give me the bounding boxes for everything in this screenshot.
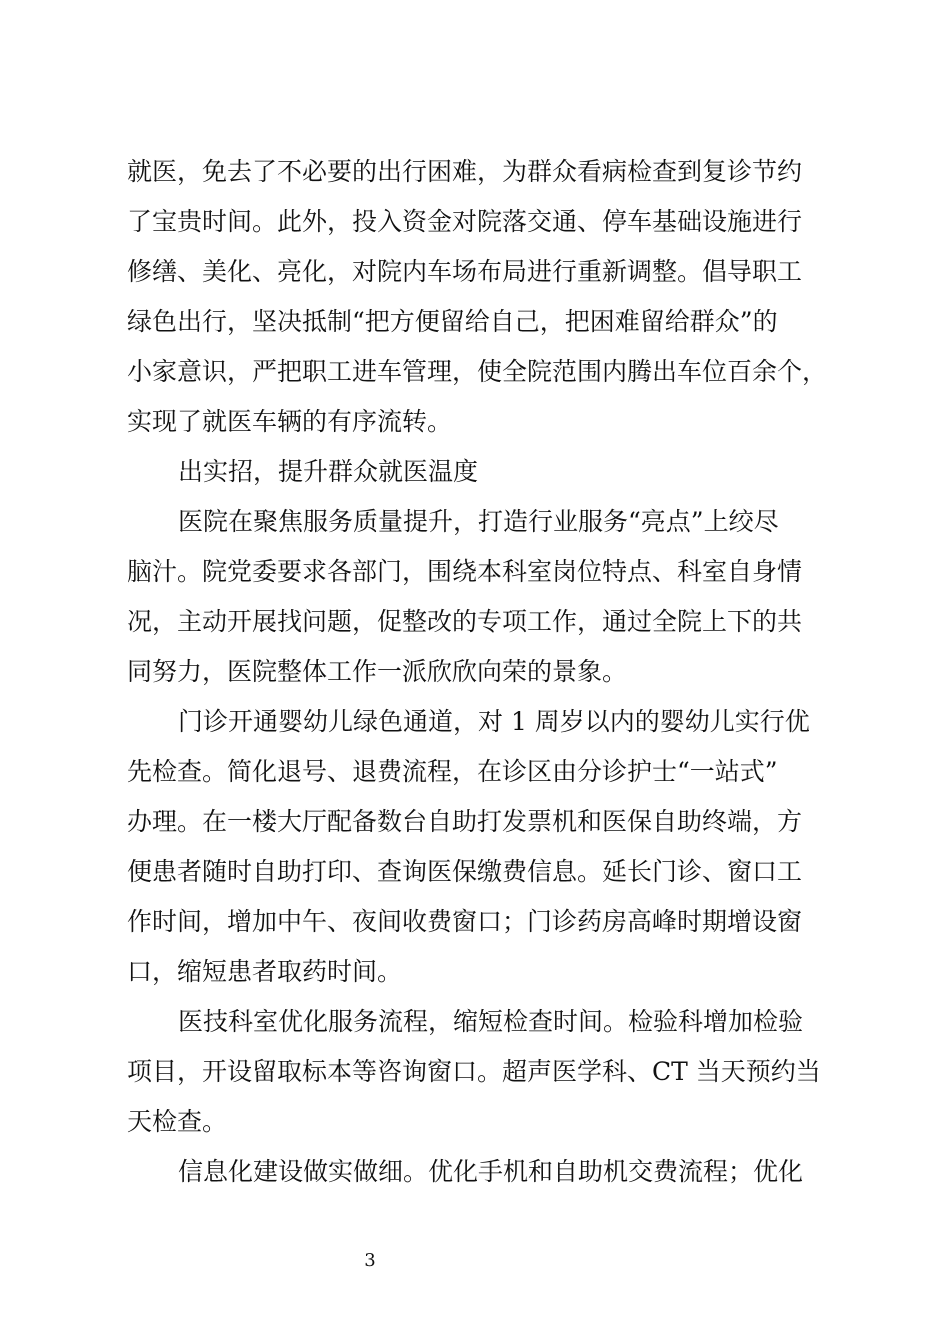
- text-line: 修缮、美化、亮化，对院内车场布局进行重新调整。倡导职工: [127, 257, 803, 286]
- text-line: 实现了就医车辆的有序流转。: [127, 407, 453, 436]
- text-line: 同努力，医院整体工作一派欣欣向荣的景象。: [127, 657, 628, 686]
- section-heading: 出实招，提升群众就医温度: [178, 457, 479, 486]
- text-line: 先检查。简化退号、退费流程，在诊区由分诊护士“一站式”: [127, 757, 778, 786]
- text-line: 口，缩短患者取药时间。: [127, 957, 403, 986]
- paragraph-start: 医技科室优化服务流程，缩短检查时间。检验科增加检验: [178, 1007, 804, 1036]
- text-line: 便患者随时自助打印、查询医保缴费信息。延长门诊、窗口工: [127, 857, 803, 886]
- text-line: 项目，开设留取标本等咨询窗口。超声医学科、CT 当天预约当: [127, 1057, 821, 1086]
- text-line: 脑汁。院党委要求各部门，围绕本科室岗位特点、科室自身情: [127, 557, 803, 586]
- text-line: 绿色出行，坚决抵制“把方便留给自己，把困难留给群众”的: [127, 307, 778, 336]
- text-line: 作时间，增加中午、夜间收费窗口；门诊药房高峰时期增设窗: [127, 907, 803, 936]
- text-line: 况，主动开展找问题，促整改的专项工作，通过全院上下的共: [127, 607, 803, 636]
- paragraph-start: 信息化建设做实做细。优化手机和自助机交费流程；优化: [178, 1157, 804, 1186]
- text-line: 了宝贵时间。此外，投入资金对院落交通、停车基础设施进行: [127, 207, 803, 236]
- text-line: 就医，免去了不必要的出行困难，为群众看病检查到复诊节约: [127, 157, 803, 186]
- text-line: 天检查。: [127, 1107, 228, 1136]
- text-line: 办理。在一楼大厅配备数台自助打发票机和医保自助终端，方: [127, 807, 803, 836]
- page-number: 3: [364, 1250, 376, 1271]
- paragraph-start: 门诊开通婴幼儿绿色通道，对 1 周岁以内的婴幼儿实行优: [178, 707, 810, 736]
- paragraph-start: 医院在聚焦服务质量提升，打造行业服务“亮点”上绞尽: [178, 507, 779, 536]
- text-line: 小家意识，严把职工进车管理，使全院范围内腾出车位百余个，: [127, 357, 828, 386]
